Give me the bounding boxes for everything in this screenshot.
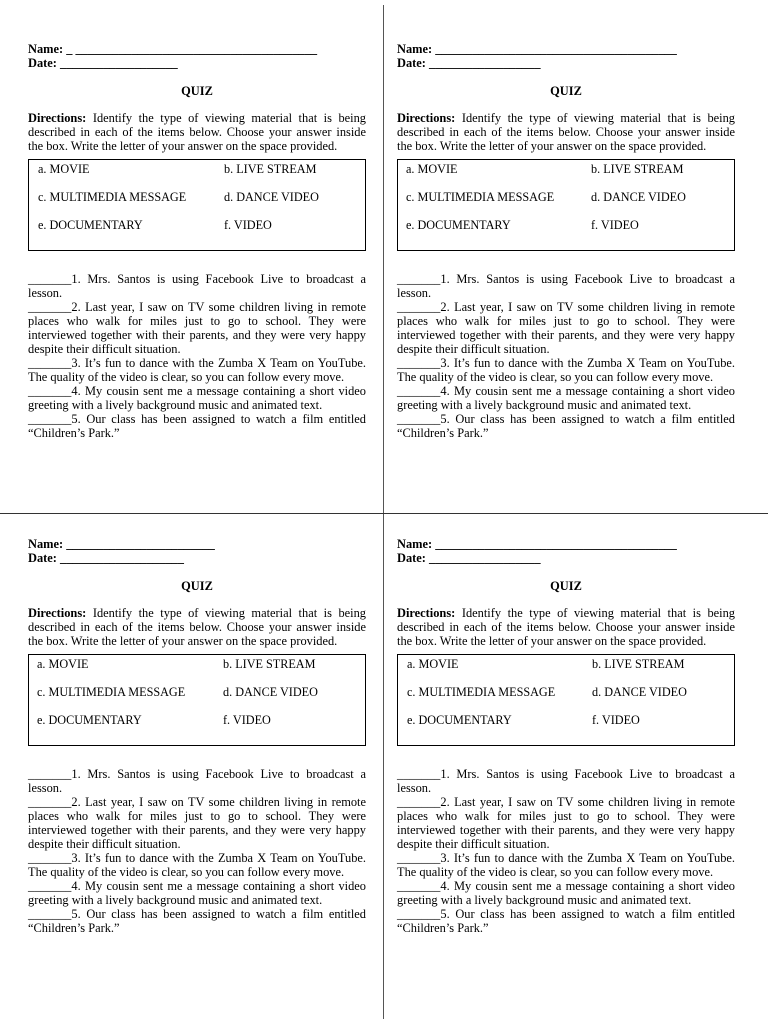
date-field[interactable]: Date: ____________________ [28, 551, 184, 565]
directions [397, 606, 735, 648]
option-d: d. DANCE VIDEO [223, 685, 318, 699]
name-date-block [397, 42, 735, 70]
option-b: b. LIVE STREAM [224, 162, 317, 176]
directions [28, 111, 366, 153]
option-f: f. VIDEO [224, 218, 272, 232]
vertical-cut-line [383, 5, 384, 1019]
option-b: b. LIVE STREAM [591, 162, 684, 176]
quiz-title: QUIZ [181, 579, 213, 593]
quiz-sheet-bottom-right [397, 537, 735, 935]
question-4: _______4. My cousin sent me a message containing a short video greeting with a lively background music and animated text. [28, 384, 366, 412]
directions-label: Directions: [28, 111, 87, 125]
question-5: _______5. Our class has been assigned to watch a film entitled “Children’s Park.” [28, 907, 366, 935]
option-b: b. LIVE STREAM [223, 657, 316, 671]
question-4: _______4. My cousin sent me a message containing a short video greeting with a lively background music and animated text. [397, 384, 735, 412]
name-field[interactable]: Name: ________________________ [28, 537, 215, 551]
name-date-block [28, 537, 366, 565]
question-2: _______2. Last year, I saw on TV some children living in remote places who walk for miles just to go to school. They were interviewed together with their parents, and they were very happy despite their difficult situation. [28, 300, 366, 356]
question-2: _______2. Last year, I saw on TV some children living in remote places who walk for miles just to go to school. They were interviewed together with their parents, and they were very happy despite their difficult situation. [397, 300, 735, 356]
option-c: c. MULTIMEDIA MESSAGE [406, 190, 555, 204]
question-1: _______1. Mrs. Santos is using Facebook Live to broadcast a lesson. [28, 767, 366, 795]
name-field[interactable]: Name: _______________________________________ [397, 537, 677, 551]
question-2: _______2. Last year, I saw on TV some children living in remote places who walk for miles just to go to school. They were interviewed together with their parents, and they were very happy despite their difficult situation. [397, 795, 735, 851]
quiz-title: QUIZ [181, 84, 213, 98]
option-c: c. MULTIMEDIA MESSAGE [407, 685, 556, 699]
question-5: _______5. Our class has been assigned to watch a film entitled “Children’s Park.” [397, 412, 735, 440]
option-f: f. VIDEO [223, 713, 271, 727]
question-3: _______3. It’s fun to dance with the Zumba X Team on YouTube. The quality of the video is clear, so you can follow every move. [28, 356, 366, 384]
question-1: _______1. Mrs. Santos is using Facebook Live to broadcast a lesson. [28, 272, 366, 300]
directions-label: Directions: [397, 111, 456, 125]
question-1: _______1. Mrs. Santos is using Facebook Live to broadcast a lesson. [397, 767, 735, 795]
option-d: d. DANCE VIDEO [591, 190, 686, 204]
directions-label: Directions: [397, 606, 456, 620]
question-list [397, 272, 735, 440]
option-a: a. MOVIE [407, 657, 459, 671]
directions-text: Identify the type of viewing material that is being described in each of the items below. Choose your answer inside the box. Write the letter of your answer on the space provided. [397, 606, 735, 648]
name-date-block [28, 42, 366, 70]
name-date-block [397, 537, 735, 565]
choices-box [28, 159, 366, 251]
question-3: _______3. It’s fun to dance with the Zumba X Team on YouTube. The quality of the video is clear, so you can follow every move. [397, 851, 735, 879]
quiz-title: QUIZ [550, 84, 582, 98]
date-field[interactable]: Date: __________________ [397, 56, 541, 70]
question-3: _______3. It’s fun to dance with the Zumba X Team on YouTube. The quality of the video is clear, so you can follow every move. [28, 851, 366, 879]
option-e: e. DOCUMENTARY [406, 218, 511, 232]
choices-box [397, 654, 735, 746]
option-e: e. DOCUMENTARY [38, 218, 143, 232]
option-d: d. DANCE VIDEO [592, 685, 687, 699]
quiz-sheet-bottom-left [28, 537, 366, 935]
date-field[interactable]: Date: ___________________ [28, 56, 178, 70]
option-f: f. VIDEO [591, 218, 639, 232]
option-d: d. DANCE VIDEO [224, 190, 319, 204]
directions-label: Directions: [28, 606, 87, 620]
option-c: c. MULTIMEDIA MESSAGE [38, 190, 187, 204]
directions-text: Identify the type of viewing material that is being described in each of the items below. Choose your answer inside the box. Write the letter of your answer on the space provided. [28, 111, 366, 153]
question-4: _______4. My cousin sent me a message containing a short video greeting with a lively background music and animated text. [397, 879, 735, 907]
question-5: _______5. Our class has been assigned to watch a film entitled “Children’s Park.” [397, 907, 735, 935]
quiz-sheet-top-left [28, 42, 366, 440]
option-a: a. MOVIE [38, 162, 90, 176]
option-f: f. VIDEO [592, 713, 640, 727]
choices-box [28, 654, 366, 746]
option-e: e. DOCUMENTARY [407, 713, 512, 727]
question-4: _______4. My cousin sent me a message containing a short video greeting with a lively background music and animated text. [28, 879, 366, 907]
question-3: _______3. It’s fun to dance with the Zumba X Team on YouTube. The quality of the video is clear, so you can follow every move. [397, 356, 735, 384]
option-e: e. DOCUMENTARY [37, 713, 142, 727]
question-5: _______5. Our class has been assigned to watch a film entitled “Children’s Park.” [28, 412, 366, 440]
option-a: a. MOVIE [37, 657, 89, 671]
option-a: a. MOVIE [406, 162, 458, 176]
question-1: _______1. Mrs. Santos is using Facebook Live to broadcast a lesson. [397, 272, 735, 300]
name-field[interactable]: Name: _______________________________________ [397, 42, 677, 56]
question-2: _______2. Last year, I saw on TV some children living in remote places who walk for miles just to go to school. They were interviewed together with their parents, and they were very happy despite their difficult situation. [28, 795, 366, 851]
option-c: c. MULTIMEDIA MESSAGE [37, 685, 186, 699]
question-list [28, 272, 366, 440]
quiz-sheet-top-right [397, 42, 735, 440]
directions-text: Identify the type of viewing material that is being described in each of the items below. Choose your answer inside the box. Write the letter of your answer on the space provided. [28, 606, 366, 648]
option-b: b. LIVE STREAM [592, 657, 685, 671]
name-field[interactable]: Name: _ _______________________________________ [28, 42, 318, 56]
question-list [28, 767, 366, 935]
directions [28, 606, 366, 648]
directions [397, 111, 735, 153]
directions-text: Identify the type of viewing material that is being described in each of the items below. Choose your answer inside the box. Write the letter of your answer on the space provided. [397, 111, 735, 153]
horizontal-cut-line [0, 513, 768, 514]
quiz-title: QUIZ [550, 579, 582, 593]
choices-box [397, 159, 735, 251]
question-list [397, 767, 735, 935]
date-field[interactable]: Date: __________________ [397, 551, 541, 565]
